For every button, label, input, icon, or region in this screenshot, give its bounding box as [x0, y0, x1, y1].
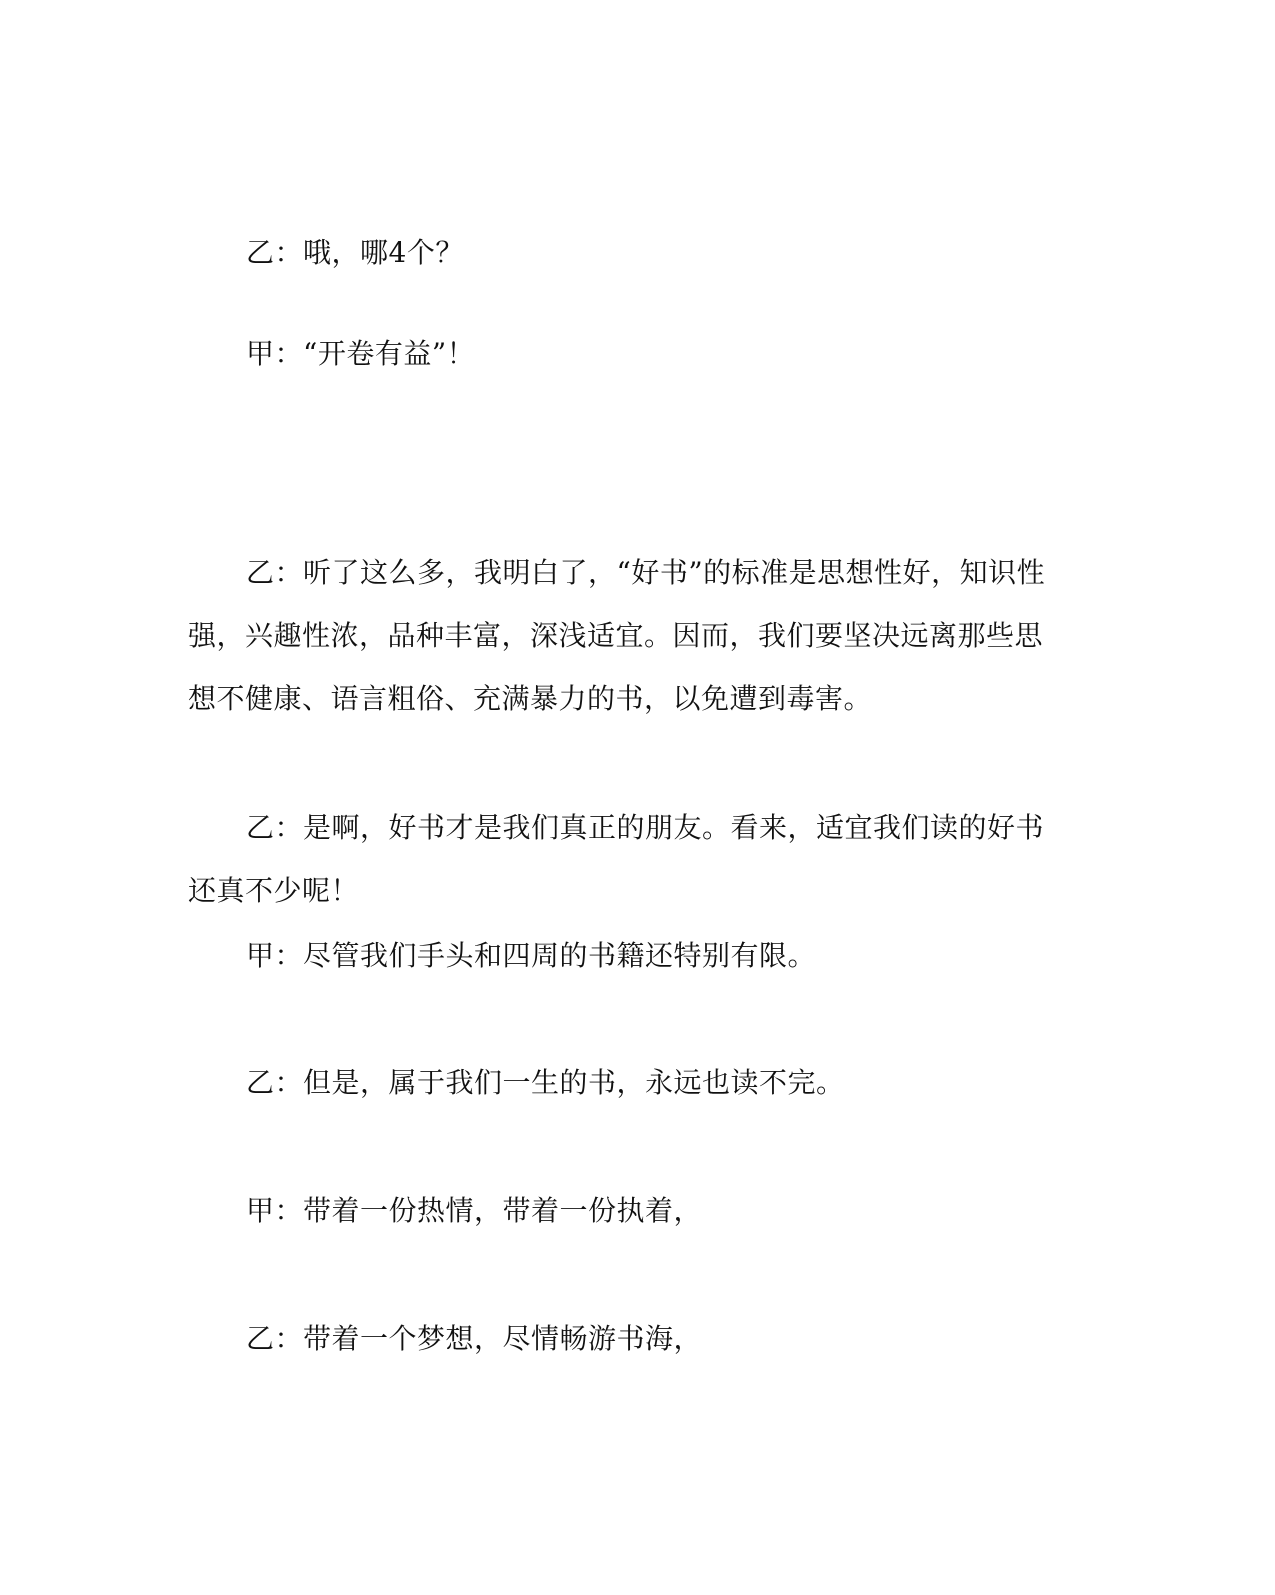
dialogue-paragraph: 甲：“开卷有益”！ [246, 337, 476, 370]
dialogue-paragraph: 乙：带着一个梦想，尽情畅游书海， [246, 1322, 703, 1355]
dialogue-paragraph: 乙：哦，哪4个？ [246, 236, 464, 269]
dialogue-paragraph: 乙：听了这么多，我明白了，“好书”的标准是思想性好，知识性强，兴趣性浓，品种丰富，深浅适宜。因而，我们要坚决远离那些思想不健康、语言粗俗、充满暴力的书，以免遭到毒害。 [188, 556, 1046, 715]
dialogue-paragraph: 乙：但是，属于我们一生的书，永远也读不完。 [246, 1066, 845, 1099]
dialogue-paragraph: 甲：带着一份热情，带着一份执着， [246, 1194, 703, 1227]
dialogue-paragraph: 乙：是啊，好书才是我们真正的朋友。看来，适宜我们读的好书还真不少呢！ [188, 811, 1045, 907]
dialogue-paragraph: 甲：尽管我们手头和四周的书籍还特别有限。 [246, 939, 817, 972]
